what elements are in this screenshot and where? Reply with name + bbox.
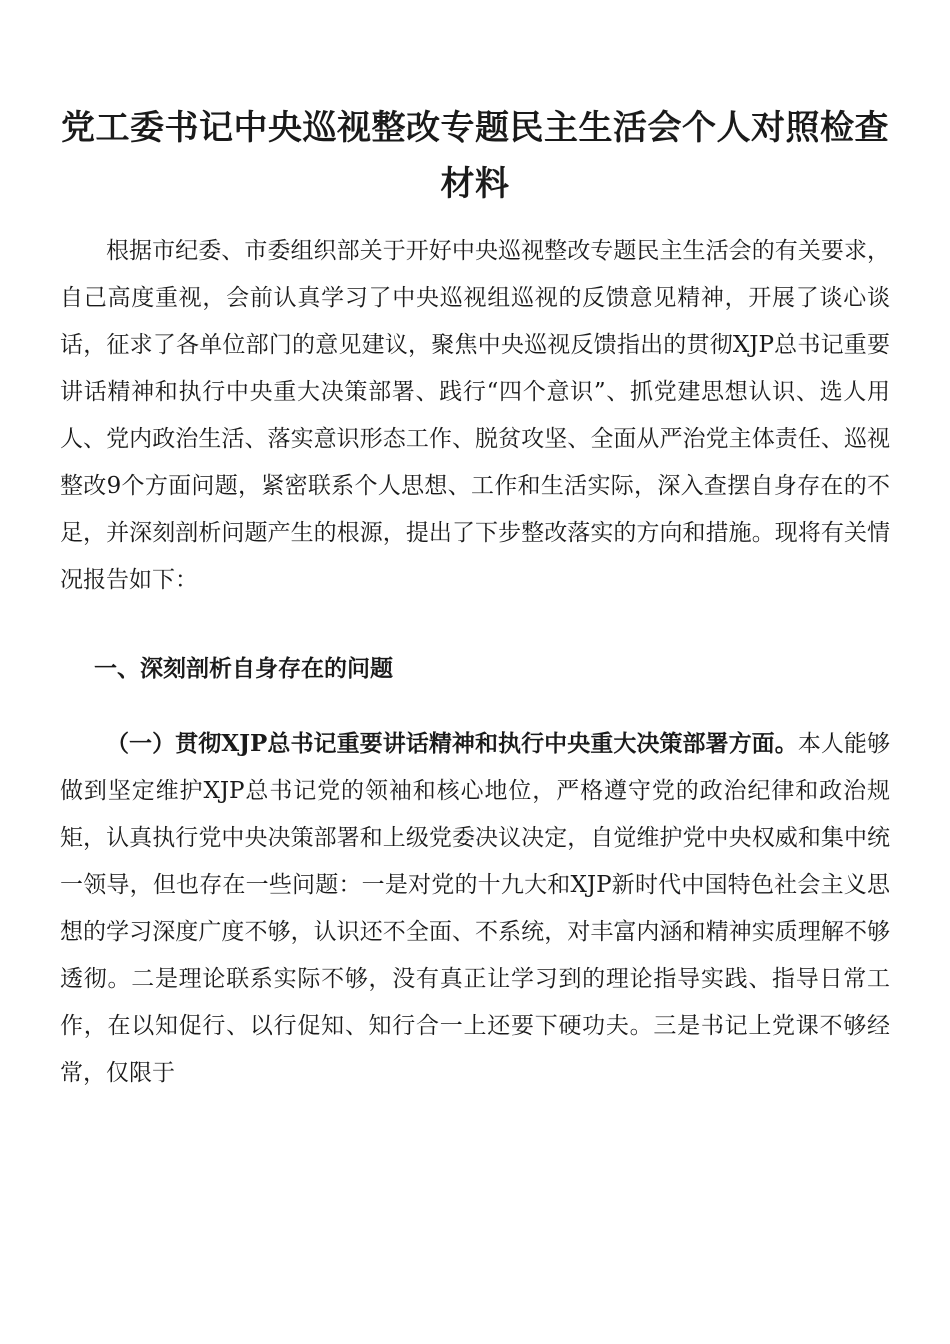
subsection-body: 本人能够做到坚定维护XJP总书记党的领袖和核心地位，严格遵守党的政治纪律和政治规矩，认真执行党中央决策部署和上级党委决议决定，自觉维护党中央权威和集中统一领导，但也存在一些问题：一是对党的十九大和XJP新时代中国特色社会主义思想的学习深度广度不够，认识还不全面、不系统，对丰富内涵和精神实质理解不够透彻。二是理论联系实际不够，没有真正让学习到的理论指导实践、指导日常工作，在以知促行、以行促知、知行合一上还要下硬功夫。三是书记上党课不够经常，仅限于 (60, 731, 890, 1086)
intro-paragraph: 根据市纪委、市委组织部关于开好中央巡视整改专题民主生活会的有关要求，自己高度重视，会前认真学习了中央巡视组巡视的反馈意见精神，开展了谈心谈话，征求了各单位部门的意见建议，聚焦中央巡视反馈指出的贯彻XJP总书记重要讲话精神和执行中央重大决策部署、践行“四个意识”、抓党建思想认识、选人用人、党内政治生活、落实意识形态工作、脱贫攻坚、全面从严治党主体责任、巡视整改9个方面问题，紧密联系个人思想、工作和生活实际，深入查摆自身存在的不足，并深刻剖析问题产生的根源，提出了下步整改落实的方向和措施。现将有关情况报告如下： (60, 238, 890, 593)
document-title: 党工委书记中央巡视整改专题民主生活会个人对照检查材料 (61, 108, 889, 204)
section-heading-problems: 一、深刻剖析自身存在的问题 (94, 655, 393, 682)
subsection-paragraph (60, 720, 890, 1097)
subsection-lead: （一）贯彻XJP总书记重要讲话精神和执行中央重大决策部署方面。 (106, 730, 798, 757)
